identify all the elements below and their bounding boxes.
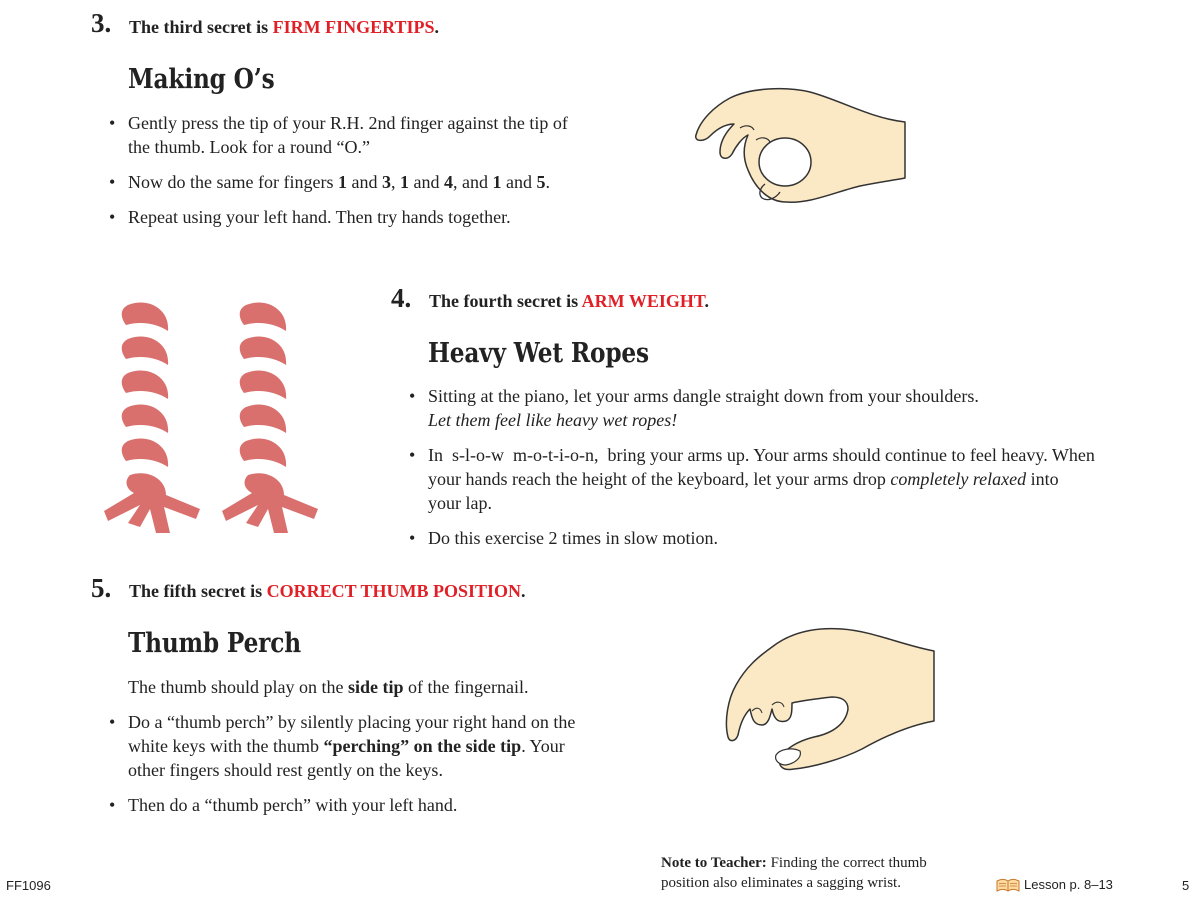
section-3-heading: The third secret is FIRM FINGERTIPS.: [129, 17, 440, 37]
hand-o-illustration: [690, 80, 915, 215]
section-3-number: 3.: [91, 8, 112, 38]
rope-left: [104, 303, 200, 533]
section-4-heading: The fourth secret is ARM WEIGHT.: [429, 291, 710, 311]
section-5-paragraph: The thumb should play on the side tip of the fingernail.: [128, 677, 529, 697]
section-5-number: 5.: [91, 573, 112, 603]
page-number: 5: [1182, 878, 1190, 893]
thumb-perch-hand-illustration: [722, 625, 940, 775]
section-5-keyword: CORRECT THUMB POSITION: [266, 581, 522, 601]
list-item: • Now do the same for fingers 1 and 3, 1 and 4, and 1 and 5.: [106, 170, 576, 194]
section-4-number: 4.: [391, 283, 412, 313]
list-item: • Repeat using your left hand. Then try hands together.: [106, 205, 576, 229]
rope-right: [222, 303, 318, 533]
section-3-subtitle: Making O’s: [128, 64, 275, 95]
list-item: • In s-l-o-w m-o-t-i-o-n, bring your arms up. Your arms should continue to feel heavy. When your hands reach the height of the keyboard, let your arms drop completely relaxed into your lap.: [406, 443, 1096, 515]
section-4-list: [406, 384, 1100, 561]
section-5-subtitle: Thumb Perch: [128, 628, 301, 659]
section-4-subtitle: Heavy Wet Ropes: [428, 338, 649, 369]
list-item: • Gently press the tip of your R.H. 2nd finger against the tip of the thumb. Look for a round “O.”: [106, 111, 576, 159]
wet-ropes-illustration: [100, 295, 330, 540]
note-to-teacher: Note to Teacher: Finding the correct thumb position also eliminates a sagging wrist.: [661, 855, 927, 891]
section-5-heading: The fifth secret is CORRECT THUMB POSITION.: [129, 581, 526, 601]
list-item: • Do this exercise 2 times in slow motion.: [406, 526, 1096, 550]
footer-lesson-ref: Lesson p. 8–13: [996, 877, 1113, 892]
footer-code: FF1096: [6, 878, 51, 893]
section-4-keyword: ARM WEIGHT: [581, 291, 705, 311]
section-3-keyword: FIRM FINGERTIPS: [272, 17, 435, 37]
list-item: • Then do a “thumb perch” with your left hand.: [106, 793, 606, 817]
list-item: • Do a “thumb perch” by silently placing your right hand on the white keys with the thumb “perching” on the side tip. Your other fingers should rest gently on the keys.: [106, 710, 606, 782]
section-5-list: [106, 710, 606, 828]
book-icon: [996, 878, 1020, 892]
section-3-list: [106, 111, 576, 240]
list-item: • Sitting at the piano, let your arms dangle straight down from your shoulders. Let them feel like heavy wet ropes!: [406, 384, 1096, 432]
